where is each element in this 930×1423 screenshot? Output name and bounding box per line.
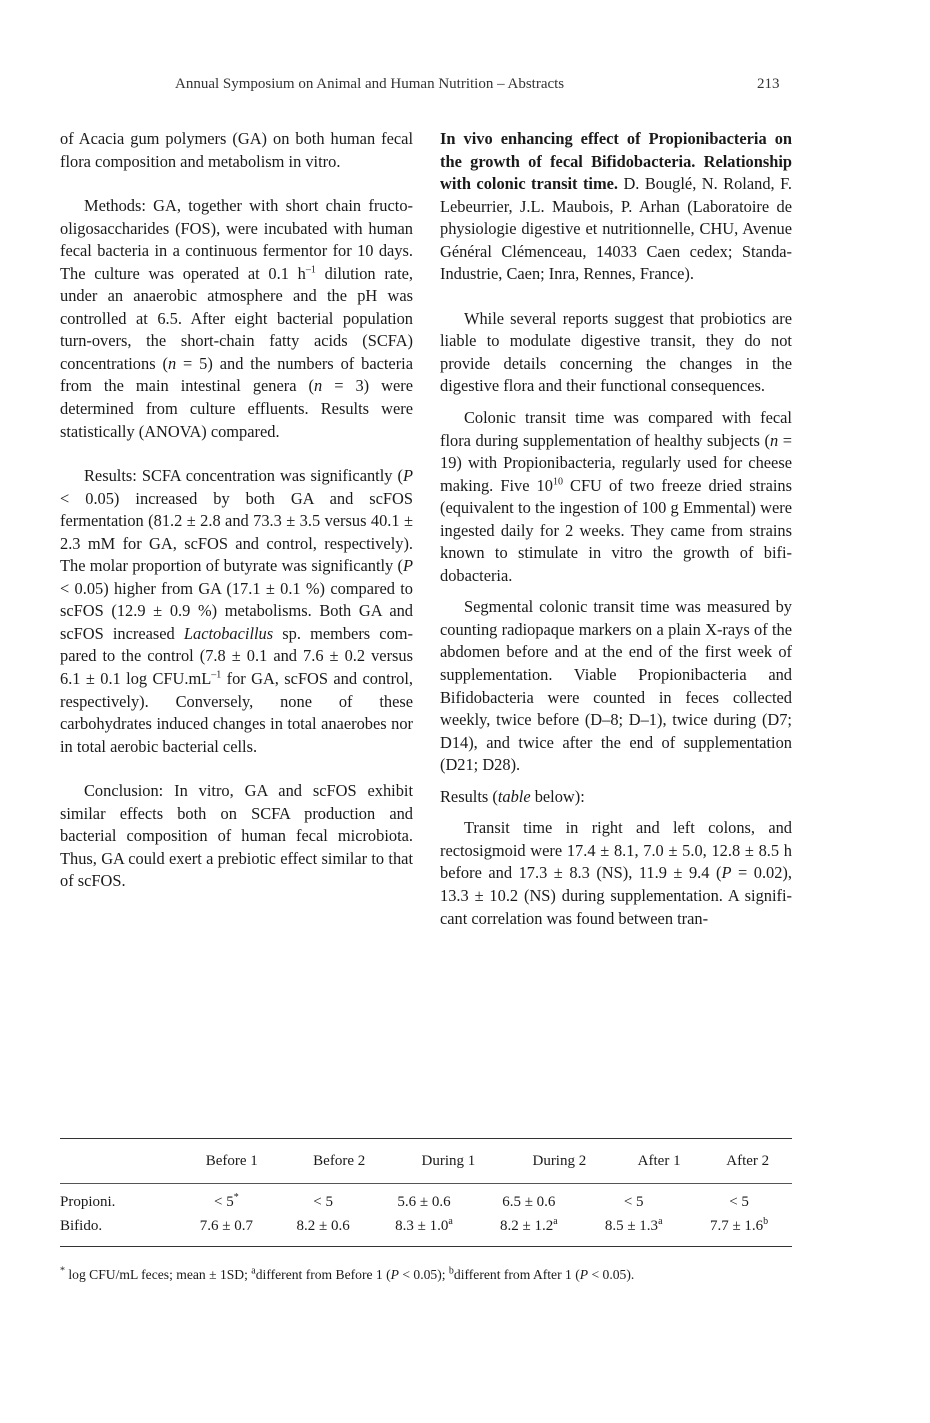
table-cell: 8.5 ± 1.3$^a$ bbox=[604, 1215, 663, 1234]
table-header-cell: During 2 bbox=[532, 1152, 587, 1169]
table-cell: 8.3 ± 1.0$^a$ bbox=[395, 1215, 453, 1234]
conclusion-paragraph: Conclusion: In vitro, GA and scFOS exhibit similar effects both on SCFA production and bacterial composition of human fecal microbiota. Thus, GA could exert a prebiotic effect similar to that of scFOS. bbox=[60, 781, 413, 891]
table-header-row bbox=[60, 1139, 792, 1183]
table-row bbox=[60, 1190, 792, 1214]
table-header-cell: After 1 bbox=[637, 1152, 681, 1169]
row-label: Propioni. bbox=[60, 1193, 116, 1210]
results-paragraph: Results: SCFA concentration was significantly (P < 0.05) increased by both GA and scFOS fermentation (81.2 ± 2.8 and 73.3 ± 3.5 versus 40.1 ± 2.3 mM for GA, scFOS and control, respectively). The molar proportion of butyrate was significantly (P < 0.05) higher from GA (17.1 ± 0.1 %) compared to scFOS (12.9 ± 0.9 %) metabolisms. Both GA and scFOS increased Lactobacillus sp. members compared to the control (7.8 ± 0.1 and 7.6 ± 0.2 versus 6.1 ± 0.1 $\log CFU.mL^{-1}$ for GA, scFOS and control, respectively). Conversely, none of these carbohydrates induced changes in total anaerobes nor in total aerobic bacterial cells. bbox=[60, 466, 413, 756]
design-paragraph: Colonic transit time was compared with fecal flora during supplementation of healthy subjects (n = 19) with Propionibacteria, regularly used for cheese making. Five $10^{10}$ CFU of two freeze dried strains (equivalent to the ingestion of 100 g Emmental) were ingested daily for 2 weeks. They came from strains known to stimulate in vitro the growth of bifidobacteria. bbox=[440, 408, 792, 585]
table-header-cell bbox=[60, 1139, 178, 1183]
running-title: Annual Symposium on Animal and Human Nutrition – Abstracts bbox=[175, 76, 565, 92]
page-number: 213 bbox=[757, 76, 780, 92]
table-cell: < 5 bbox=[623, 1193, 644, 1210]
table-cell: < 5 bbox=[313, 1193, 333, 1210]
table-cell: < 5* bbox=[214, 1191, 239, 1210]
left-column bbox=[60, 128, 413, 893]
table-header-cell: Before 1 bbox=[205, 1152, 258, 1169]
abstract-authors: D. Bouglé, N. Roland, F. Lebeurrier, J.L. Maubois, P. Arhan (Laboratoire de physiologie digestive et nutritionnelle, CHU, Avenue Général Clémenceau, 14033 Caen cedex; Standa-Industrie, Caen; Inra, Rennes, France). bbox=[440, 174, 792, 284]
table-cell: 8.2 ± 0.6 bbox=[296, 1217, 350, 1234]
table-bottom-rule bbox=[60, 1246, 792, 1247]
table-header-cell: After 2 bbox=[726, 1152, 770, 1169]
results-label: Results (table below): bbox=[440, 786, 585, 806]
table-footnote: * log CFU/mL feces; mean ± 1SD; $^a$different from Before 1 (P < 0.05); $^b$different from After 1 (P < 0.05). bbox=[60, 1265, 635, 1282]
abstract-heading bbox=[440, 128, 792, 286]
transit-paragraph: Transit time in right and left colons, and rectosigmoid were 17.4 ± 8.1, 7.0 ± 5.0, 12.8 ± 8.5 h before and 17.3 ± 8.3 (NS), 11.9 ± 9.4 (P = 0.02), 13.3 ± 10.2 (NS) during supplementation. A significant correlation was found between tran- bbox=[440, 818, 792, 928]
methods-paragraph: Methods: GA, together with short chain fructo-oligosaccharides (FOS), were incubated with human fecal bacteria in a continuous fermentor for 10 days. The culture was operated at 0.1 $h^{-1}$ dilution rate, under an anaerobic atmosphere and the pH was controlled at 6.5. After eight bacterial population turn-overs, the short-chain fatty acids (SCFA) concentrations (n = 5) and the numbers of bacteria from the main intestinal genera (n = 3) were determined from culture effluents. Results were statistically (ANOVA) compared. bbox=[60, 196, 413, 441]
table-cell: 7.7 ± 1.6$^b$ bbox=[709, 1215, 769, 1234]
row-label: Bifido. bbox=[60, 1217, 103, 1234]
table-header-cell: Before 2 bbox=[313, 1152, 366, 1169]
table-cell: 7.6 ± 0.7 bbox=[199, 1217, 253, 1234]
right-column bbox=[440, 128, 792, 930]
table-cell: < 5 bbox=[729, 1193, 749, 1210]
table-row bbox=[60, 1214, 792, 1238]
results-table bbox=[60, 1138, 792, 1247]
table-cell: 8.2 ± 1.2$^a$ bbox=[499, 1215, 558, 1234]
table-cell: 5.6 ± 0.6 bbox=[397, 1193, 451, 1210]
table-header-cell: During 1 bbox=[421, 1152, 476, 1169]
intro-paragraph: While several reports suggest that probiotics are liable to modulate digestive transit, they do not provide details concerning the changes in the digestive flora and their functional consequences. bbox=[440, 308, 792, 396]
table-cell: 6.5 ± 0.6 bbox=[502, 1193, 556, 1210]
abstract-title: In vivo enhancing effect of Propionibacteria on the growth of fecal Bifidobacteria. Relationship with colonic transit time. bbox=[440, 129, 792, 194]
abstract-continuation: of Acacia gum polymers (GA) on both human fecal flora composition and metabolism in vitro. bbox=[60, 129, 413, 171]
measurement-paragraph: Segmental colonic transit time was measured by counting radiopaque markers on a plain X-rays of the abdomen before and at the end of the first week of supplementation. Viable Propionibacteria and Bifidobacteria were counted in feces collected weekly, twice before (D–8; D–1), twice during (D7; D14), and twice after the end of supplementation (D21; D28). bbox=[440, 597, 792, 775]
